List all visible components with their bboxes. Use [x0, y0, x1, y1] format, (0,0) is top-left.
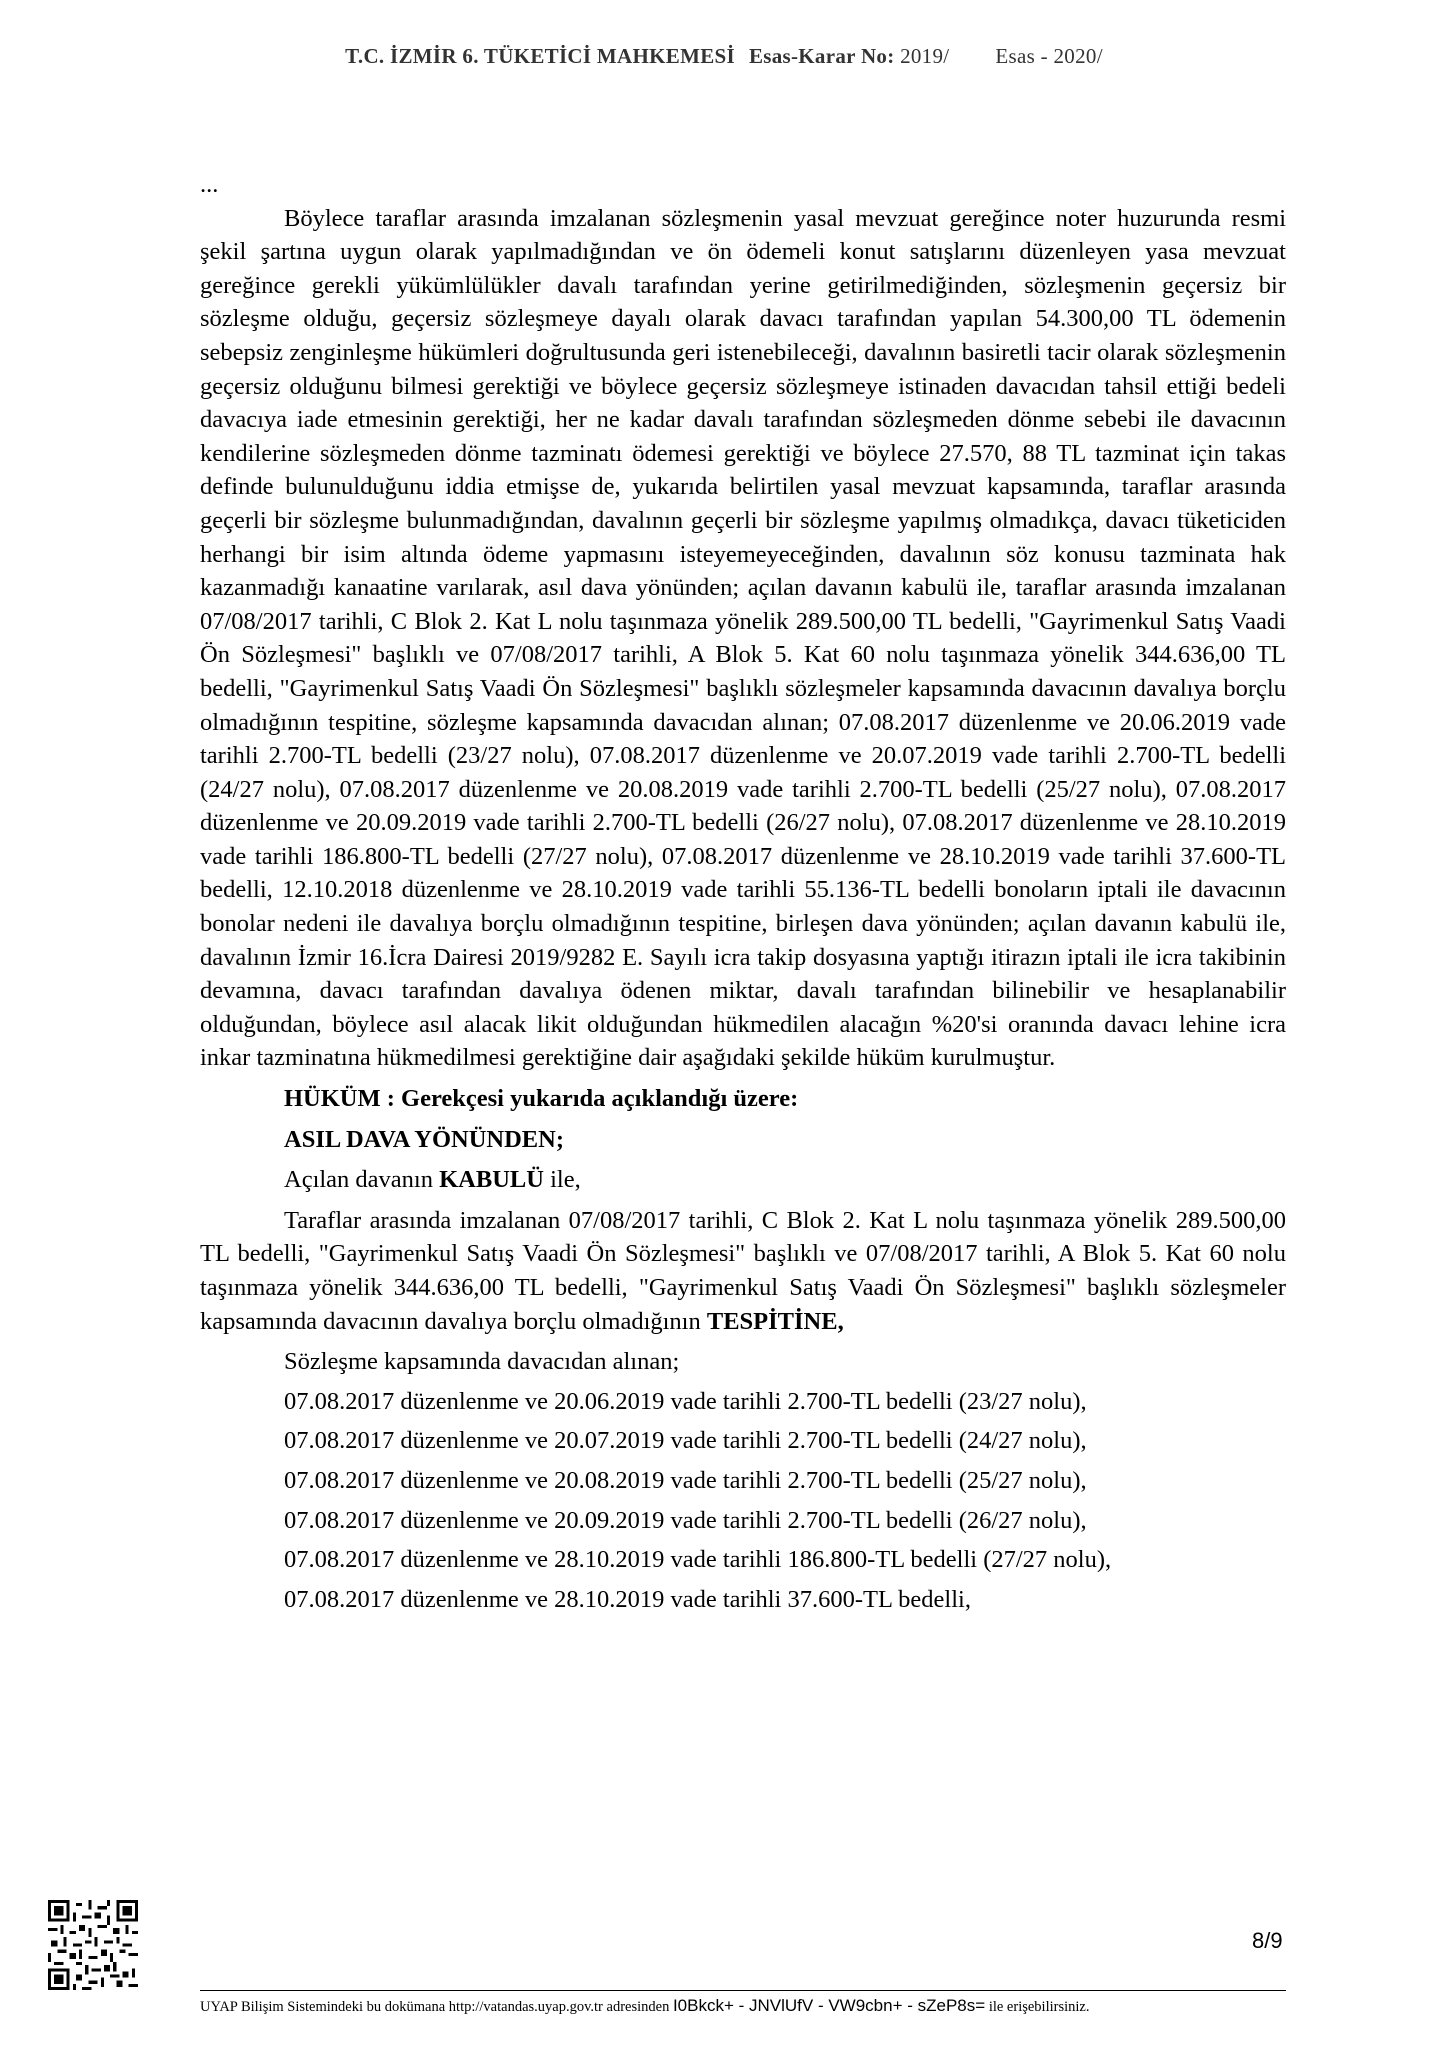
acilan-davanin-kabulu — [200, 1163, 1286, 1197]
document-body — [200, 168, 1286, 1616]
sozlesme-line: Sözleşme kapsamında davacıdan alınan; — [284, 1348, 680, 1376]
ellipsis: ... — [200, 171, 219, 198]
footer-prefix: UYAP Bilişim Sistemindeki bu dokümana http://vatandas.uyap.gov.tr adresinden — [200, 1999, 670, 2015]
bono-line: 07.08.2017 düzenlenme ve 20.09.2019 vade tarihli 2.700-TL bedelli (26/27 nolu), — [284, 1506, 1087, 1534]
acilan-suffix: ile, — [550, 1166, 581, 1194]
bono-line: 07.08.2017 düzenlenme ve 20.08.2019 vade tarihli 2.700-TL bedelli (25/27 nolu), — [284, 1466, 1087, 1494]
taraflar-text: Taraflar arasında imzalanan 07/08/2017 tarihli, C Blok 2. Kat L nolu taşınmaza yönelik 289.500,00 TL bedelli, "Gayrimenkul Satış Vaadi Ön Sözleşmesi" başlıklı ve 07/08/2017 tarihli, A Blok 5. Kat 60 nolu taşınmaza yönelik 344.636,00 TL bedelli, "Gayrimenkul Satış Vaadi Ön Sözleşmesi" başlıklı sözleşmeler kapsamında davacının davalıya borçlu olmadığının — [200, 1206, 1286, 1335]
kabulu-bold: KABULÜ — [439, 1166, 544, 1194]
tespitine-bold: TESPİTİNE, — [706, 1307, 844, 1335]
taraflar-paragraph — [200, 1204, 1286, 1338]
bono-line: 07.08.2017 düzenlenme ve 20.07.2019 vade tarihli 2.700-TL bedelli (24/27 nolu), — [284, 1427, 1087, 1455]
hukum-heading: HÜKÜM : Gerekçesi yukarıda açıklandığı üzere: — [284, 1085, 799, 1113]
footer-suffix: ile erişebilirsiniz. — [988, 1999, 1090, 2015]
page-number: 8/9 — [1252, 1928, 1283, 1953]
verification-code: I0Bkck+ - JNVlUfV - VW9cbn+ - sZeP8s= — [672, 1996, 986, 2015]
footer — [200, 1996, 1286, 2016]
case-number-label: Esas-Karar No: — [748, 44, 895, 68]
acilan-prefix: Açılan davanın — [284, 1166, 433, 1194]
footer-divider — [200, 1990, 1286, 1991]
reasoning-paragraph: Böylece taraflar arasında imzalanan sözleşmenin yasal mevzuat gereğince noter huzurunda resmi şekil şartına uygun olarak yapılmadığından ve ön ödemeli konut satışlarını düzenleyen yasa mevzuat gereğince gerekli yükümlülükler davalı tarafından yerine getirilmediğinden, sözleşmenin geçersiz bir sözleşme olduğu, geçersiz sözleşmeye dayalı olarak davacı tarafından yapılan 54.300,00 TL ödemenin sebepsiz zenginleşme hükümleri doğrultusunda geri istenebileceği, davalının basiretli tacir olarak sözleşmenin geçersiz olduğunu bilmesi gerektiği ve böylece geçersiz sözleşmeye istinaden davacıdan tahsil ettiği bedeli davacıya iade etmesinin gerektiği, her ne kadar davalı tarafından sözleşmeden dönme sebebi ile davacının kendilerine sözleşmeden dönme tazminatı ödemesi gerektiği ve böylece 27.570, 88 TL tazminat için takas definde bulunulduğunu iddia etmişse de, yukarıda belirtilen yasal mevzuat kapsamında, taraflar arasında geçerli bir sözleşme bulunmadığından, davalının geçerli bir sözleşme yapılmış olmadıkça, davacı tüketiciden herhangi bir isim altında ödeme yapmasını isteyemeyeceğinden, davalının söz konusu tazminata hak kazanmadığı kanaatine varılarak, asıl dava yönünden; açılan davanın kabulü ile, taraflar arasında imzalanan 07/08/2017 tarihli, C Blok 2. Kat L nolu taşınmaza yönelik 289.500,00 TL bedelli, "Gayrimenkul Satış Vaadi Ön Sözleşmesi" başlıklı ve 07/08/2017 tarihli, A Blok 5. Kat 60 nolu taşınmaza yönelik 344.636,00 TL bedelli, "Gayrimenkul Satış Vaadi Ön Sözleşmesi" başlıklı sözleşmeler kapsamında davacının davalıya borçlu olmadığının tespitine, sözleşme kapsamında davacıdan alınan; 07.08.2017 düzenlenme ve 20.06.2019 vade tarihli 2.700-TL bedelli (23/27 nolu), 07.08.2017 düzenlenme ve 20.07.2019 vade tarihli 2.700-TL bedelli (24/27 nolu), 07.08.2017 düzenlenme ve 20.08.2019 vade tarihli 2.700-TL bedelli (25/27 nolu), 07.08.2017 düzenlenme ve 20.09.2019 vade tarihli 2.700-TL bedelli (26/27 nolu), 07.08.2017 düzenlenme ve 28.10.2019 vade tarihli 186.800-TL bedelli (27/27 nolu), 07.08.2017 düzenlenme ve 28.10.2019 vade tarihli 37.600-TL bedelli, 12.10.2018 düzenlenme ve 28.10.2019 vade tarihli 55.136-TL bedelli bonoların iptali ile davacının bonolar nedeni ile davalıya borçlu olmadığının tespitine, birleşen dava yönünden; açılan davanın kabulü ile, davalının İzmir 16.İcra Dairesi 2019/9282 E. Sayılı icra takip dosyasına yaptığı itirazın iptali ile icra takibinin devamına, davacı tarafından davalıya ödenen miktar, davalı tarafından bilinebilir ve hesaplanabilir olduğundan, böylece asıl alacak likit olduğundan hükmedilen alacağın %20'si oranında davacı lehine icra inkar tazminatına hükmedilmesi gerektiğine dair aşağıdaki şekilde hüküm kurulmuştur. — [200, 204, 1286, 1072]
document-header — [0, 44, 1448, 69]
court-name: T.C. İZMİR 6. TÜKETİCİ MAHKEMESİ — [345, 44, 735, 68]
asil-dava-heading: ASIL DAVA YÖNÜNDEN; — [284, 1125, 565, 1153]
qr-code — [48, 1900, 138, 1990]
bono-line: 07.08.2017 düzenlenme ve 20.06.2019 vade tarihli 2.700-TL bedelli (23/27 nolu), — [284, 1387, 1087, 1415]
case-number: 2019/ — [900, 44, 950, 68]
bono-line: 07.08.2017 düzenlenme ve 28.10.2019 vade tarihli 37.600-TL bedelli, — [284, 1585, 971, 1613]
bono-line: 07.08.2017 düzenlenme ve 28.10.2019 vade tarihli 186.800-TL bedelli (27/27 nolu), — [284, 1546, 1112, 1574]
esas-number: Esas - 2020/ — [995, 44, 1103, 68]
